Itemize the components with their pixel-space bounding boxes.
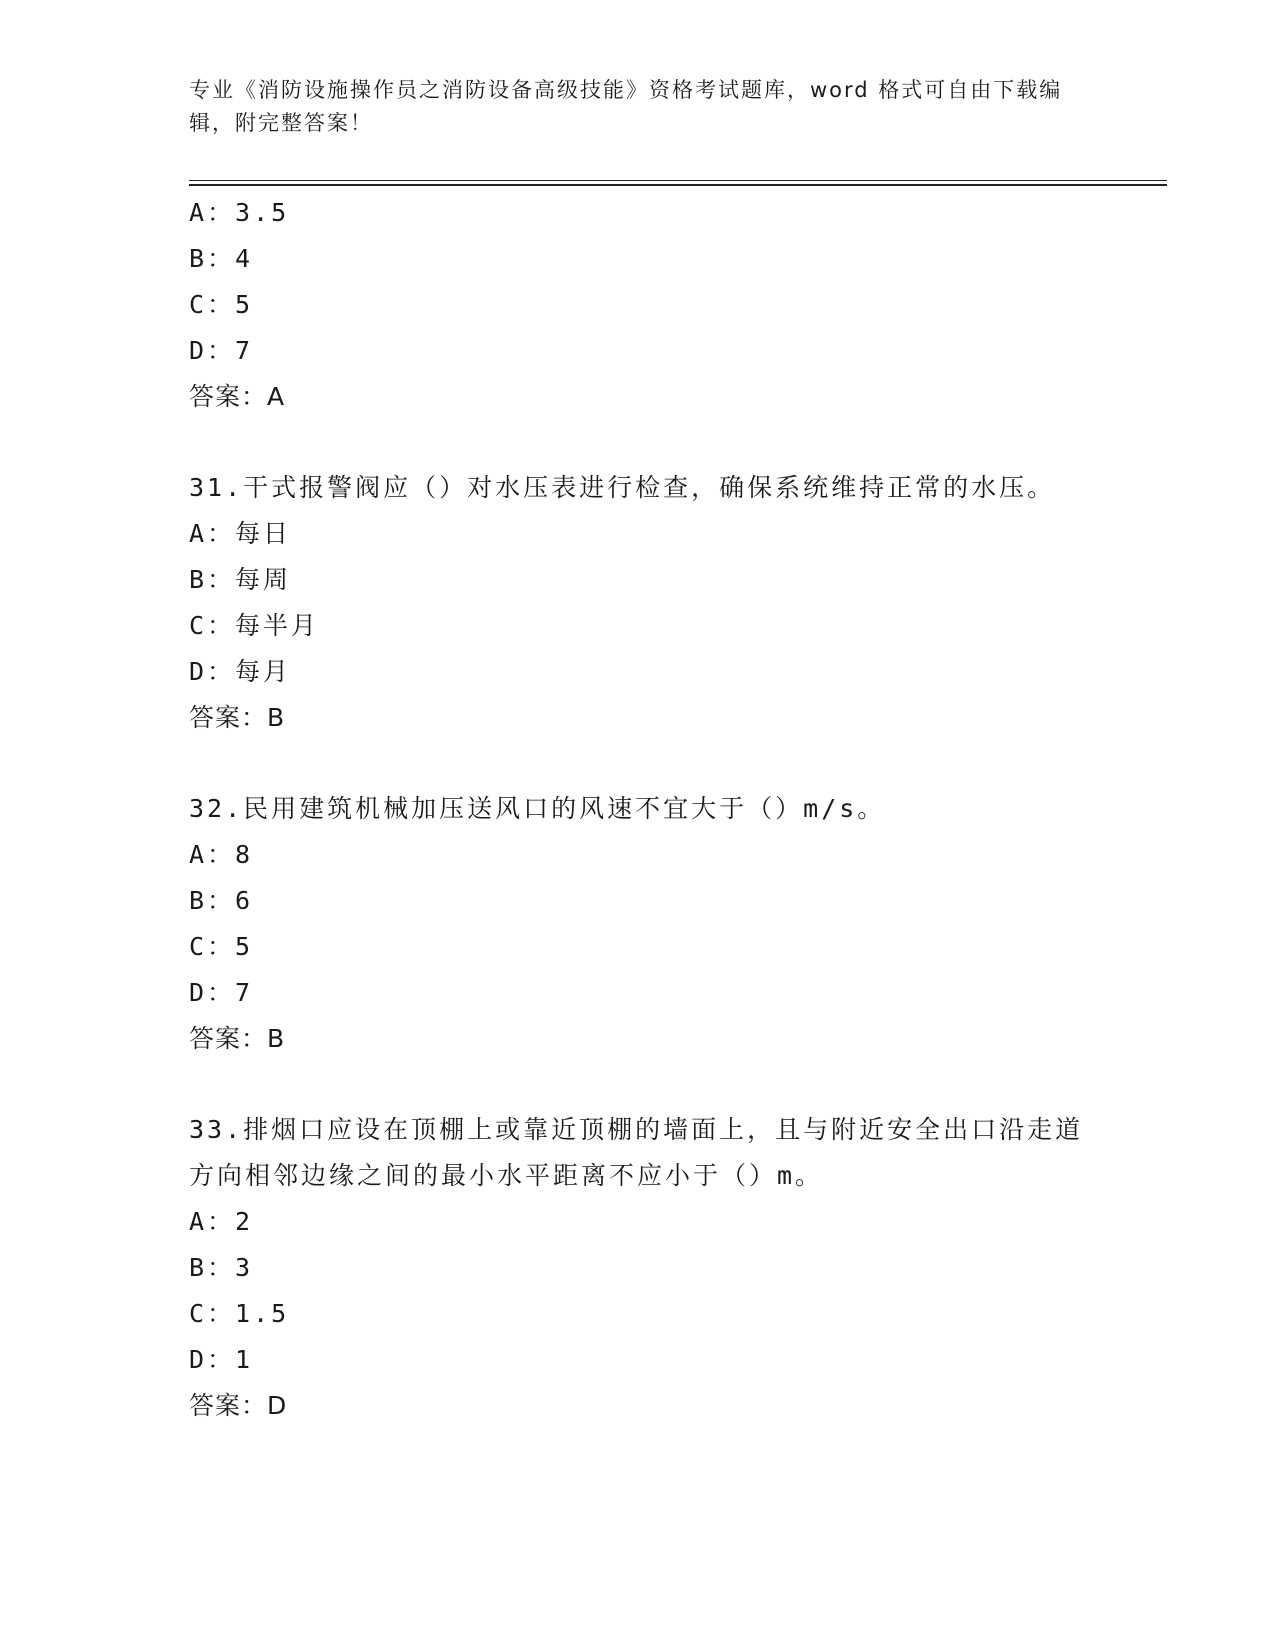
option-d: D：7 <box>189 336 254 365</box>
option-c: C：5 <box>189 932 254 961</box>
answer: 答案：B <box>189 703 286 732</box>
question-list <box>189 190 1149 1429</box>
option-c: C：每半月 <box>189 611 320 640</box>
partial-question <box>189 190 1149 420</box>
question-text: 31.干式报警阀应（）对水压表进行检查，确保系统维持正常的水压。 <box>189 473 1056 502</box>
question-text: 33.排烟口应设在顶棚上或靠近顶棚的墙面上，且与附近安全出口沿走道方向相邻边缘之间的最小水平距离不应小于（）m。 <box>189 1115 1084 1190</box>
header-divider-thick <box>189 184 1167 186</box>
answer: 答案：D <box>189 1391 288 1420</box>
option-c: C：1.5 <box>189 1299 290 1328</box>
option-a: A：2 <box>189 1207 254 1236</box>
question-31 <box>189 465 1149 741</box>
answer: 答案：A <box>189 382 286 411</box>
option-d: D：1 <box>189 1345 254 1374</box>
option-b: B：6 <box>189 886 254 915</box>
option-c: C：5 <box>189 290 254 319</box>
option-b: B：4 <box>189 244 254 273</box>
option-b: B：3 <box>189 1253 254 1282</box>
answer: 答案：B <box>189 1024 286 1053</box>
option-a: A：每日 <box>189 519 292 548</box>
option-a: A：8 <box>189 840 254 869</box>
question-text: 32.民用建筑机械加压送风口的风速不宜大于（）m/s。 <box>189 794 886 823</box>
option-d: D：7 <box>189 978 254 1007</box>
question-33 <box>189 1107 1149 1429</box>
option-b: B：每周 <box>189 565 292 594</box>
option-d: D：每月 <box>189 657 292 686</box>
question-32 <box>189 786 1149 1062</box>
document-header: 专业《消防设施操作员之消防设备高级技能》资格考试题库，word 格式可自由下载编辑，附完整答案！ <box>189 78 1063 135</box>
option-a: A：3.5 <box>189 198 290 227</box>
header-divider-thin <box>189 180 1167 181</box>
